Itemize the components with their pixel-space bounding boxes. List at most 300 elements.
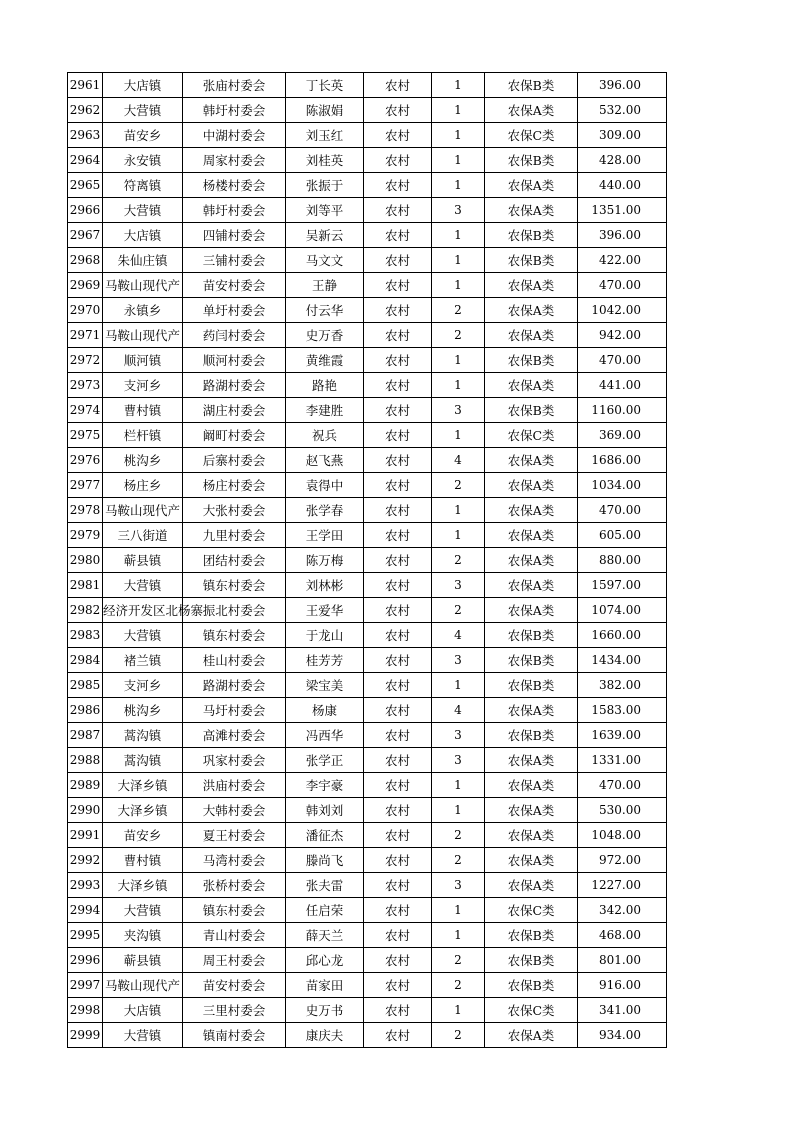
amount-cell: 396.00 (578, 223, 667, 248)
amount-cell: 942.00 (578, 323, 667, 348)
name-cell: 王静 (286, 273, 364, 298)
table-row (68, 198, 667, 223)
table-row (68, 798, 667, 823)
residence-type-cell: 农村 (364, 973, 432, 998)
row-number-cell: 2984 (68, 648, 103, 673)
amount-cell: 342.00 (578, 898, 667, 923)
committee-cell: 大张村委会 (183, 498, 286, 523)
amount-cell: 1160.00 (578, 398, 667, 423)
category-cell: 农保A类 (485, 848, 578, 873)
person-count-cell: 3 (432, 873, 485, 898)
name-cell: 康庆夫 (286, 1023, 364, 1048)
residence-type-cell: 农村 (364, 848, 432, 873)
committee-cell: 马湾村委会 (183, 848, 286, 873)
category-cell: 农保C类 (485, 423, 578, 448)
category-cell: 农保B类 (485, 948, 578, 973)
table-row (68, 623, 667, 648)
category-cell: 农保A类 (485, 273, 578, 298)
row-number-cell: 2978 (68, 498, 103, 523)
table-row (68, 873, 667, 898)
name-cell: 刘等平 (286, 198, 364, 223)
table-row (68, 1023, 667, 1048)
town-cell: 大店镇 (103, 998, 183, 1023)
residence-type-cell: 农村 (364, 473, 432, 498)
town-cell: 朱仙庄镇 (103, 248, 183, 273)
committee-cell: 镇东村委会 (183, 623, 286, 648)
residence-type-cell: 农村 (364, 773, 432, 798)
residence-type-cell: 农村 (364, 198, 432, 223)
residence-type-cell: 农村 (364, 248, 432, 273)
residence-type-cell: 农村 (364, 398, 432, 423)
name-cell: 于龙山 (286, 623, 364, 648)
row-number-cell: 2968 (68, 248, 103, 273)
category-cell: 农保A类 (485, 598, 578, 623)
committee-cell: 后寨村委会 (183, 448, 286, 473)
residence-type-cell: 农村 (364, 798, 432, 823)
category-cell: 农保A类 (485, 823, 578, 848)
person-count-cell: 2 (432, 473, 485, 498)
name-cell: 马文文 (286, 248, 364, 273)
category-cell: 农保A类 (485, 173, 578, 198)
committee-cell: 路湖村委会 (183, 373, 286, 398)
committee-cell: 单圩村委会 (183, 298, 286, 323)
residence-type-cell: 农村 (364, 673, 432, 698)
name-cell: 韩刘刘 (286, 798, 364, 823)
person-count-cell: 1 (432, 998, 485, 1023)
town-cell: 经济开发区北杨寨 (103, 598, 183, 623)
category-cell: 农保A类 (485, 473, 578, 498)
table-row (68, 73, 667, 98)
category-cell: 农保B类 (485, 648, 578, 673)
town-cell: 大营镇 (103, 198, 183, 223)
row-number-cell: 2996 (68, 948, 103, 973)
table-row (68, 523, 667, 548)
committee-cell: 湖庄村委会 (183, 398, 286, 423)
residence-type-cell: 农村 (364, 448, 432, 473)
table-row (68, 823, 667, 848)
residence-type-cell: 农村 (364, 123, 432, 148)
name-cell: 吴新云 (286, 223, 364, 248)
category-cell: 农保A类 (485, 798, 578, 823)
residence-type-cell: 农村 (364, 748, 432, 773)
town-cell: 蒿沟镇 (103, 723, 183, 748)
person-count-cell: 3 (432, 723, 485, 748)
category-cell: 农保B类 (485, 623, 578, 648)
category-cell: 农保A类 (485, 523, 578, 548)
town-cell: 三八街道 (103, 523, 183, 548)
committee-cell: 张桥村委会 (183, 873, 286, 898)
name-cell: 赵飞燕 (286, 448, 364, 473)
person-count-cell: 1 (432, 423, 485, 448)
amount-cell: 1048.00 (578, 823, 667, 848)
table-row (68, 998, 667, 1023)
name-cell: 邱心龙 (286, 948, 364, 973)
row-number-cell: 2988 (68, 748, 103, 773)
residence-type-cell: 农村 (364, 923, 432, 948)
committee-cell: 马圩村委会 (183, 698, 286, 723)
row-number-cell: 2970 (68, 298, 103, 323)
person-count-cell: 1 (432, 148, 485, 173)
row-number-cell: 2972 (68, 348, 103, 373)
name-cell: 李建胜 (286, 398, 364, 423)
amount-cell: 1639.00 (578, 723, 667, 748)
name-cell: 付云华 (286, 298, 364, 323)
category-cell: 农保B类 (485, 673, 578, 698)
row-number-cell: 2976 (68, 448, 103, 473)
category-cell: 农保B类 (485, 248, 578, 273)
table-row (68, 948, 667, 973)
committee-cell: 四铺村委会 (183, 223, 286, 248)
town-cell: 杨庄乡 (103, 473, 183, 498)
amount-cell: 1227.00 (578, 873, 667, 898)
person-count-cell: 2 (432, 848, 485, 873)
row-number-cell: 2964 (68, 148, 103, 173)
committee-cell: 大韩村委会 (183, 798, 286, 823)
row-number-cell: 2994 (68, 898, 103, 923)
committee-cell: 韩圩村委会 (183, 198, 286, 223)
town-cell: 大营镇 (103, 573, 183, 598)
row-number-cell: 2973 (68, 373, 103, 398)
town-cell: 大营镇 (103, 898, 183, 923)
town-cell: 马鞍山现代产 (103, 273, 183, 298)
town-cell: 大泽乡镇 (103, 873, 183, 898)
amount-cell: 1331.00 (578, 748, 667, 773)
table-row (68, 473, 667, 498)
person-count-cell: 4 (432, 623, 485, 648)
category-cell: 农保A类 (485, 548, 578, 573)
row-number-cell: 2991 (68, 823, 103, 848)
row-number-cell: 2966 (68, 198, 103, 223)
table-row (68, 598, 667, 623)
residence-type-cell: 农村 (364, 598, 432, 623)
row-number-cell: 2995 (68, 923, 103, 948)
category-cell: 农保B类 (485, 923, 578, 948)
residence-type-cell: 农村 (364, 548, 432, 573)
residence-type-cell: 农村 (364, 373, 432, 398)
name-cell: 黄维霞 (286, 348, 364, 373)
committee-cell: 苗安村委会 (183, 273, 286, 298)
row-number-cell: 2981 (68, 573, 103, 598)
person-count-cell: 2 (432, 948, 485, 973)
residence-type-cell: 农村 (364, 323, 432, 348)
row-number-cell: 2975 (68, 423, 103, 448)
residence-type-cell: 农村 (364, 148, 432, 173)
name-cell: 祝兵 (286, 423, 364, 448)
row-number-cell: 2979 (68, 523, 103, 548)
committee-cell: 路湖村委会 (183, 673, 286, 698)
person-count-cell: 2 (432, 973, 485, 998)
category-cell: 农保A类 (485, 298, 578, 323)
residence-type-cell: 农村 (364, 873, 432, 898)
category-cell: 农保A类 (485, 448, 578, 473)
person-count-cell: 1 (432, 223, 485, 248)
amount-cell: 309.00 (578, 123, 667, 148)
category-cell: 农保A类 (485, 873, 578, 898)
category-cell: 农保A类 (485, 773, 578, 798)
town-cell: 马鞍山现代产 (103, 498, 183, 523)
amount-cell: 470.00 (578, 273, 667, 298)
town-cell: 桃沟乡 (103, 698, 183, 723)
person-count-cell: 1 (432, 248, 485, 273)
row-number-cell: 2971 (68, 323, 103, 348)
table-row (68, 398, 667, 423)
committee-cell: 周家村委会 (183, 148, 286, 173)
table-row (68, 848, 667, 873)
category-cell: 农保B类 (485, 73, 578, 98)
name-cell: 路艳 (286, 373, 364, 398)
residence-type-cell: 农村 (364, 948, 432, 973)
category-cell: 农保B类 (485, 223, 578, 248)
committee-cell: 夏王村委会 (183, 823, 286, 848)
committee-cell: 周王村委会 (183, 948, 286, 973)
person-count-cell: 3 (432, 648, 485, 673)
name-cell: 杨康 (286, 698, 364, 723)
town-cell: 支河乡 (103, 673, 183, 698)
residence-type-cell: 农村 (364, 348, 432, 373)
amount-cell: 605.00 (578, 523, 667, 548)
row-number-cell: 2963 (68, 123, 103, 148)
table-row (68, 498, 667, 523)
table-row (68, 323, 667, 348)
amount-cell: 382.00 (578, 673, 667, 698)
residence-type-cell: 农村 (364, 223, 432, 248)
committee-cell: 张庙村委会 (183, 73, 286, 98)
table-row (68, 698, 667, 723)
residence-type-cell: 农村 (364, 573, 432, 598)
residence-type-cell: 农村 (364, 98, 432, 123)
residence-type-cell: 农村 (364, 723, 432, 748)
table-row (68, 273, 667, 298)
row-number-cell: 2965 (68, 173, 103, 198)
amount-cell: 801.00 (578, 948, 667, 973)
person-count-cell: 4 (432, 698, 485, 723)
amount-cell: 422.00 (578, 248, 667, 273)
name-cell: 丁长英 (286, 73, 364, 98)
table-row (68, 98, 667, 123)
town-cell: 曹村镇 (103, 848, 183, 873)
name-cell: 苗家田 (286, 973, 364, 998)
category-cell: 农保C类 (485, 898, 578, 923)
committee-cell: 阚町村委会 (183, 423, 286, 448)
amount-cell: 369.00 (578, 423, 667, 448)
person-count-cell: 3 (432, 748, 485, 773)
town-cell: 大泽乡镇 (103, 798, 183, 823)
row-number-cell: 2989 (68, 773, 103, 798)
committee-cell: 顺河村委会 (183, 348, 286, 373)
amount-cell: 530.00 (578, 798, 667, 823)
row-number-cell: 2993 (68, 873, 103, 898)
town-cell: 栏杆镇 (103, 423, 183, 448)
name-cell: 梁宝美 (286, 673, 364, 698)
row-number-cell: 2999 (68, 1023, 103, 1048)
name-cell: 史万香 (286, 323, 364, 348)
amount-cell: 1686.00 (578, 448, 667, 473)
name-cell: 李宇豪 (286, 773, 364, 798)
committee-cell: 中湖村委会 (183, 123, 286, 148)
residence-type-cell: 农村 (364, 173, 432, 198)
name-cell: 张学正 (286, 748, 364, 773)
row-number-cell: 2977 (68, 473, 103, 498)
committee-cell: 团结村委会 (183, 548, 286, 573)
town-cell: 大营镇 (103, 623, 183, 648)
table-row (68, 898, 667, 923)
amount-cell: 972.00 (578, 848, 667, 873)
table-row (68, 573, 667, 598)
committee-cell: 镇东村委会 (183, 573, 286, 598)
row-number-cell: 2983 (68, 623, 103, 648)
name-cell: 刘林彬 (286, 573, 364, 598)
category-cell: 农保C类 (485, 123, 578, 148)
row-number-cell: 2967 (68, 223, 103, 248)
name-cell: 张振于 (286, 173, 364, 198)
amount-cell: 934.00 (578, 1023, 667, 1048)
town-cell: 永镇乡 (103, 298, 183, 323)
category-cell: 农保A类 (485, 198, 578, 223)
town-cell: 大泽乡镇 (103, 773, 183, 798)
person-count-cell: 2 (432, 323, 485, 348)
amount-cell: 396.00 (578, 73, 667, 98)
residence-type-cell: 农村 (364, 423, 432, 448)
row-number-cell: 2990 (68, 798, 103, 823)
town-cell: 支河乡 (103, 373, 183, 398)
committee-cell: 苗安村委会 (183, 973, 286, 998)
residence-type-cell: 农村 (364, 298, 432, 323)
committee-cell: 振北村委会 (183, 598, 286, 623)
residence-type-cell: 农村 (364, 523, 432, 548)
amount-cell: 532.00 (578, 98, 667, 123)
row-number-cell: 2992 (68, 848, 103, 873)
residence-type-cell: 农村 (364, 1023, 432, 1048)
name-cell: 陈淑娟 (286, 98, 364, 123)
town-cell: 蒿沟镇 (103, 748, 183, 773)
name-cell: 张学春 (286, 498, 364, 523)
amount-cell: 1434.00 (578, 648, 667, 673)
town-cell: 苗安乡 (103, 123, 183, 148)
category-cell: 农保B类 (485, 148, 578, 173)
town-cell: 符离镇 (103, 173, 183, 198)
table-row (68, 748, 667, 773)
row-number-cell: 2974 (68, 398, 103, 423)
town-cell: 褚兰镇 (103, 648, 183, 673)
town-cell: 蕲县镇 (103, 948, 183, 973)
amount-cell: 1351.00 (578, 198, 667, 223)
person-count-cell: 1 (432, 773, 485, 798)
row-number-cell: 2980 (68, 548, 103, 573)
name-cell: 潘征杰 (286, 823, 364, 848)
amount-cell: 1074.00 (578, 598, 667, 623)
committee-cell: 青山村委会 (183, 923, 286, 948)
table-row (68, 423, 667, 448)
category-cell: 农保C类 (485, 998, 578, 1023)
table-row (68, 348, 667, 373)
town-cell: 马鞍山现代产 (103, 973, 183, 998)
person-count-cell: 3 (432, 198, 485, 223)
residence-type-cell: 农村 (364, 273, 432, 298)
name-cell: 陈万梅 (286, 548, 364, 573)
category-cell: 农保A类 (485, 498, 578, 523)
row-number-cell: 2969 (68, 273, 103, 298)
category-cell: 农保A类 (485, 573, 578, 598)
name-cell: 袁得中 (286, 473, 364, 498)
table-row (68, 248, 667, 273)
person-count-cell: 2 (432, 548, 485, 573)
row-number-cell: 2997 (68, 973, 103, 998)
name-cell: 滕尚飞 (286, 848, 364, 873)
amount-cell: 1042.00 (578, 298, 667, 323)
category-cell: 农保A类 (485, 323, 578, 348)
table-row (68, 223, 667, 248)
category-cell: 农保B类 (485, 973, 578, 998)
row-number-cell: 2961 (68, 73, 103, 98)
person-count-cell: 4 (432, 448, 485, 473)
amount-cell: 1583.00 (578, 698, 667, 723)
amount-cell: 1660.00 (578, 623, 667, 648)
table-row (68, 648, 667, 673)
amount-cell: 428.00 (578, 148, 667, 173)
name-cell: 薛天兰 (286, 923, 364, 948)
table-row (68, 448, 667, 473)
committee-cell: 九里村委会 (183, 523, 286, 548)
table-row (68, 373, 667, 398)
town-cell: 大营镇 (103, 1023, 183, 1048)
town-cell: 永安镇 (103, 148, 183, 173)
table-row (68, 298, 667, 323)
name-cell: 史万书 (286, 998, 364, 1023)
row-number-cell: 2998 (68, 998, 103, 1023)
category-cell: 农保A类 (485, 98, 578, 123)
row-number-cell: 2985 (68, 673, 103, 698)
residence-type-cell: 农村 (364, 998, 432, 1023)
category-cell: 农保B类 (485, 348, 578, 373)
residence-type-cell: 农村 (364, 698, 432, 723)
committee-cell: 洪庙村委会 (183, 773, 286, 798)
name-cell: 刘玉红 (286, 123, 364, 148)
committee-cell: 韩圩村委会 (183, 98, 286, 123)
person-count-cell: 2 (432, 298, 485, 323)
table-row (68, 548, 667, 573)
amount-cell: 440.00 (578, 173, 667, 198)
name-cell: 刘桂英 (286, 148, 364, 173)
name-cell: 王爱华 (286, 598, 364, 623)
row-number-cell: 2982 (68, 598, 103, 623)
table-row (68, 973, 667, 998)
category-cell: 农保A类 (485, 698, 578, 723)
category-cell: 农保B类 (485, 723, 578, 748)
name-cell: 张夫雷 (286, 873, 364, 898)
table-body (68, 73, 667, 1048)
name-cell: 冯西华 (286, 723, 364, 748)
person-count-cell: 1 (432, 498, 485, 523)
amount-cell: 1597.00 (578, 573, 667, 598)
person-count-cell: 1 (432, 923, 485, 948)
category-cell: 农保A类 (485, 748, 578, 773)
town-cell: 夹沟镇 (103, 923, 183, 948)
person-count-cell: 3 (432, 398, 485, 423)
committee-cell: 杨楼村委会 (183, 173, 286, 198)
table-row (68, 148, 667, 173)
person-count-cell: 3 (432, 573, 485, 598)
residence-type-cell: 农村 (364, 73, 432, 98)
name-cell: 王学田 (286, 523, 364, 548)
name-cell: 任启荣 (286, 898, 364, 923)
amount-cell: 916.00 (578, 973, 667, 998)
person-count-cell: 2 (432, 1023, 485, 1048)
residence-type-cell: 农村 (364, 648, 432, 673)
table-row (68, 123, 667, 148)
row-number-cell: 2987 (68, 723, 103, 748)
person-count-cell: 1 (432, 373, 485, 398)
table-row (68, 673, 667, 698)
